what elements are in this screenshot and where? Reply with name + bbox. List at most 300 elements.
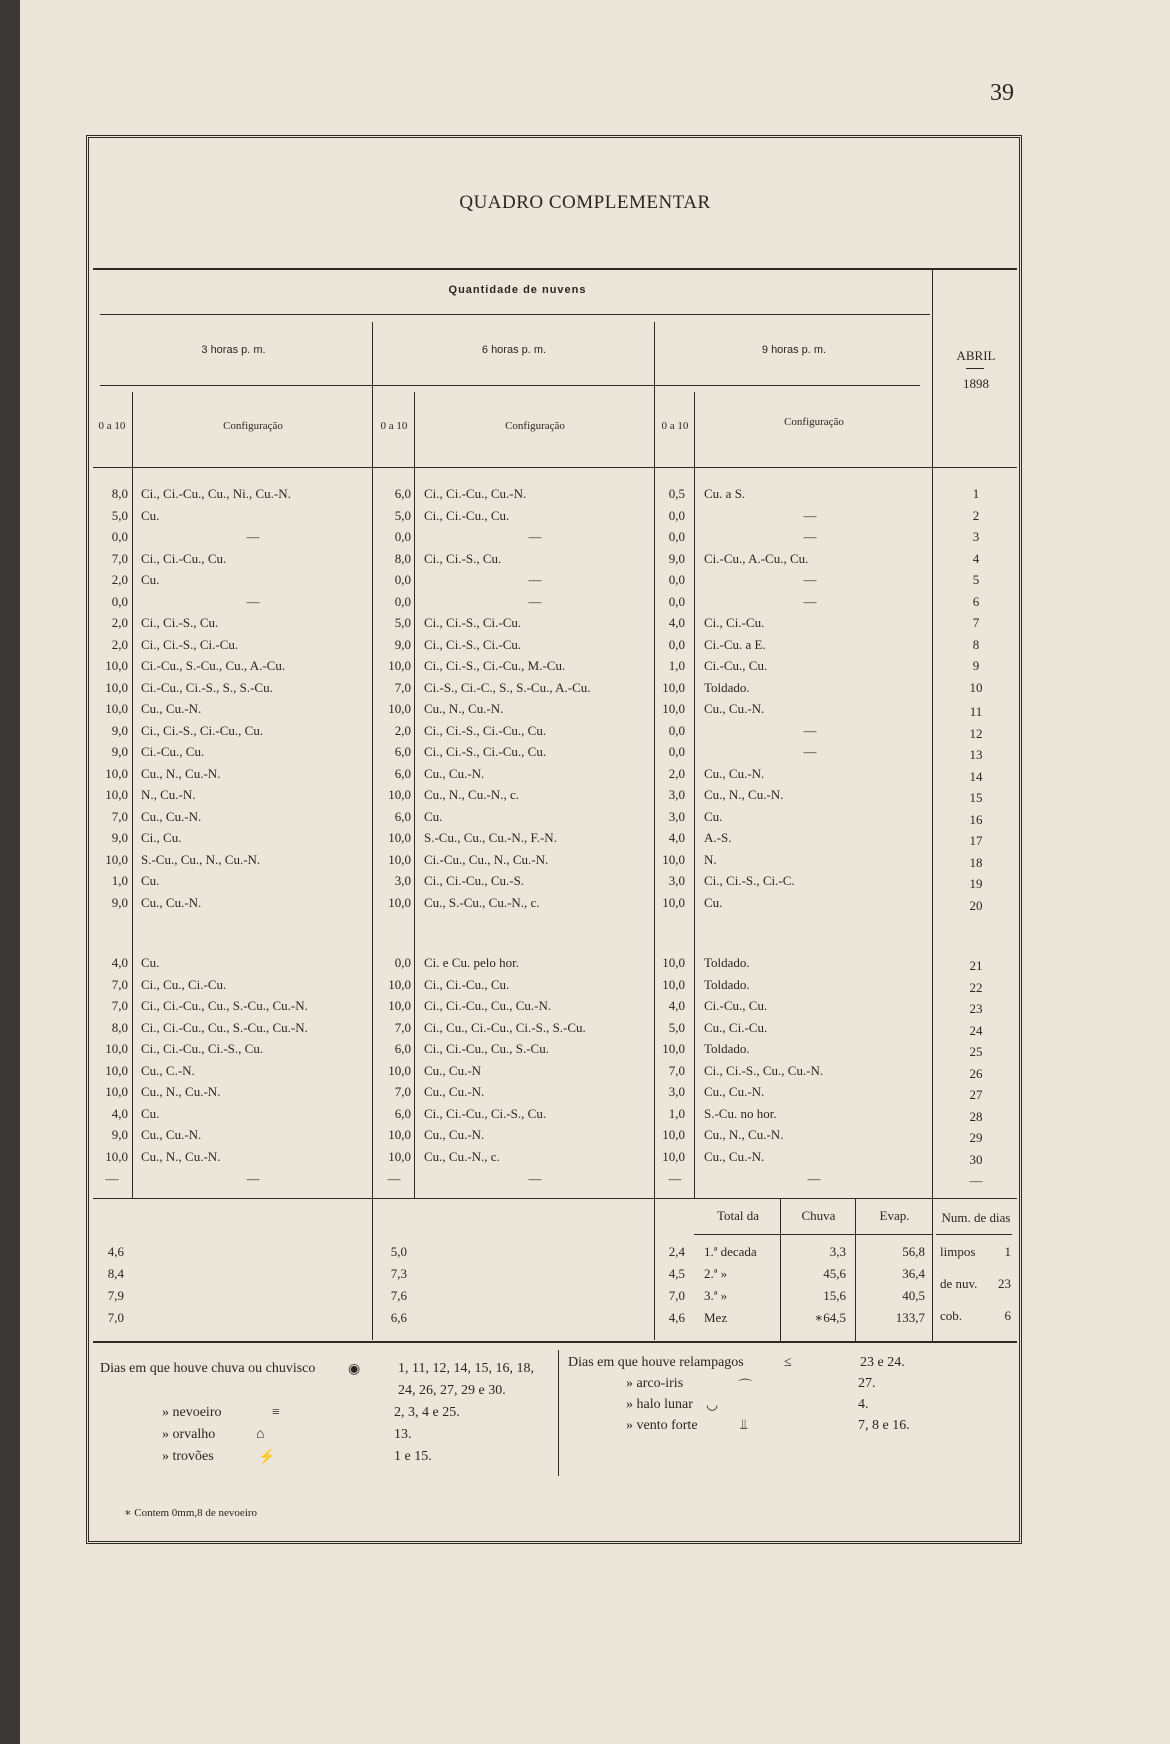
scale-6pm: 7,0 [394, 1084, 411, 1099]
day-number: 1 [972, 486, 980, 501]
scale-9pm: 4,0 [668, 998, 685, 1013]
config-9pm: Cu., Cu.-N. [704, 1148, 765, 1164]
scale-3pm: 10,0 [105, 1041, 128, 1056]
weather-symbol-icon: ⌂ [256, 1427, 265, 1442]
scale-6pm: 7,0 [394, 1019, 411, 1035]
config-6pm: Ci., Ci.-Cu., Cu. [424, 507, 510, 523]
page-title: QUADRO COMPLEMENTAR [459, 192, 711, 213]
config-6pm: Cu. [424, 808, 443, 824]
scale-3pm: 10,0 [105, 1062, 128, 1078]
config-9pm: Cu., N., Cu.-N. [704, 787, 784, 802]
dias-header: Num. de dias [941, 1210, 1011, 1225]
config-6pm: S.-Cu., Cu., Cu.-N., F.-N. [424, 830, 557, 845]
scale-9pm: 10,0 [662, 701, 685, 716]
config-6pm: Ci. e Cu. pelo hor. [424, 955, 519, 970]
config-6pm: Ci., Ci.-Cu., Ci.-S., Cu. [424, 1105, 547, 1121]
day-number: 9 [972, 658, 980, 673]
divider-chuva [780, 1198, 781, 1341]
scale-3pm: 10,0 [105, 765, 128, 781]
config-3pm: S.-Cu., Cu., N., Cu.-N. [141, 851, 261, 867]
scale-9pm: 10,0 [662, 955, 685, 970]
config-9pm: — [803, 744, 817, 759]
scale-6pm: 2,0 [394, 722, 411, 738]
config-9pm: Cu., Cu.-N. [704, 765, 765, 781]
weather-symbol-icon: ≤ [784, 1355, 792, 1370]
day-number: 8 [972, 636, 980, 652]
config-6pm: Cu., Cu.-N., c. [424, 1148, 500, 1164]
config-9pm: Ci., Ci.-S., Ci.-C. [704, 873, 795, 888]
scale-9pm: 10,0 [662, 1127, 685, 1142]
config-6pm: Ci., Ci.-S., Ci.-Cu. [424, 636, 522, 652]
scale-3pm: 4,0 [111, 955, 128, 970]
config-6pm: Ci., Ci.-Cu., Cu.-S. [424, 873, 525, 888]
weather-symbol-icon: ⚡ [258, 1450, 276, 1465]
scale-3pm: 2,0 [111, 572, 128, 587]
footer-days: 23 e 24. [860, 1355, 905, 1370]
config-3pm: Cu. [141, 572, 160, 587]
config-9pm: Cu., Cu.-N. [704, 701, 765, 716]
day-number: 19 [969, 876, 983, 891]
divider-3-6 [372, 322, 373, 1340]
scale-9pm: 3,0 [668, 808, 685, 824]
config-9pm: Toldado. [704, 955, 750, 970]
avg-3pm: 7,0 [107, 1310, 124, 1325]
footer-days: 13. [394, 1427, 412, 1442]
scale-3pm: 9,0 [111, 722, 128, 738]
scale-3pm: 9,0 [111, 894, 128, 910]
weather-symbol-icon: ◡ [706, 1398, 719, 1413]
dias-value: 6 [1004, 1308, 1011, 1323]
scale-9pm: 10,0 [662, 976, 685, 992]
config-3pm: Cu. [141, 1105, 160, 1121]
weather-symbol-icon: ⌒ [738, 1380, 752, 1395]
scale-9pm: 7,0 [668, 1062, 685, 1078]
footer-label: » halo lunar [626, 1397, 693, 1412]
scale-6pm: 0,0 [394, 529, 411, 544]
day-number: 14 [969, 768, 983, 784]
avg-6pm: 6,6 [390, 1310, 407, 1325]
config-9pm: — [803, 593, 817, 609]
divider-scale-9 [694, 392, 695, 1198]
weather-symbol-icon: ◉ [348, 1362, 361, 1377]
end-dash: — [807, 1171, 821, 1186]
scale-9pm: 5,0 [668, 1019, 685, 1035]
period-label: 2.ª » [704, 1266, 728, 1281]
scale-6pm: 6,0 [394, 808, 411, 824]
chuva-value: 15,6 [823, 1288, 846, 1303]
config-9pm: Ci.-Cu., Cu. [704, 658, 768, 673]
day-number: 26 [969, 1065, 983, 1081]
day-number: 24 [969, 1022, 983, 1038]
day-number: 21 [969, 958, 983, 973]
config-6pm: — [528, 529, 542, 544]
config-3pm: Ci., Ci.-Cu., Ci.-S., Cu. [141, 1041, 264, 1056]
divider-9-day [932, 270, 933, 1341]
scale-3pm: 0,0 [111, 529, 128, 544]
config-6pm: Ci., Ci.-S., Ci.-Cu. [424, 615, 522, 630]
chuva-header: Chuva [801, 1208, 836, 1223]
scale-3pm: 9,0 [111, 744, 128, 759]
config-9pm: N. [704, 851, 717, 867]
dias-header-rule [936, 1234, 1012, 1235]
scale-6pm: 6,0 [394, 744, 411, 759]
scale-6pm: 6,0 [394, 486, 411, 501]
footer-days: 2, 3, 4 e 25. [394, 1405, 460, 1420]
title-rule [93, 268, 1017, 270]
day-number: 6 [972, 593, 980, 609]
scale-6pm: 10,0 [388, 658, 411, 673]
scale-9pm: 0,5 [668, 486, 685, 501]
config-9pm: Ci.-Cu., Cu. [704, 998, 768, 1013]
period-header-6pm: 6 horas p. m. [481, 344, 547, 356]
config-6pm: Ci., Ci.-S., Ci.-Cu., Cu. [424, 744, 547, 759]
scale-3pm: 4,0 [111, 1105, 128, 1121]
config-3pm: Cu. [141, 507, 160, 523]
config-6pm: Ci., Cu., Ci.-Cu., Ci.-S., S.-Cu. [424, 1019, 586, 1035]
config-3pm: Cu., Cu.-N. [141, 701, 202, 716]
end-dash: — [105, 1171, 119, 1186]
dias-value: 1 [1004, 1244, 1011, 1259]
group-rule [100, 314, 930, 315]
avg-3pm: 7,9 [107, 1288, 124, 1303]
scale-3pm: 7,0 [111, 808, 128, 824]
day-number: 11 [969, 704, 983, 719]
scale-3pm: 7,0 [111, 550, 128, 566]
scale-9pm: 0,0 [668, 507, 685, 523]
scale-9pm: 3,0 [668, 1084, 685, 1099]
scale-3pm: 0,0 [111, 593, 128, 609]
dias-label: limpos [940, 1244, 976, 1259]
config-6pm: Ci.-Cu., Cu., N., Cu.-N. [424, 851, 549, 867]
day-number: 20 [969, 897, 983, 913]
scale-3pm: 5,0 [111, 507, 128, 523]
chuva-value: 3,3 [829, 1244, 846, 1259]
config-3pm: Ci., Ci.-Cu., Cu. [141, 550, 227, 566]
config-3pm: Cu., Cu.-N. [141, 894, 202, 910]
config-9pm: Ci., Ci.-S., Cu., Cu.-N. [704, 1062, 824, 1078]
end-dash: — [528, 1171, 542, 1186]
footer-label: » nevoeiro [162, 1405, 222, 1420]
scale-6pm: 0,0 [394, 593, 411, 609]
scale-6pm: 8,0 [394, 550, 411, 566]
scale-3pm: 10,0 [105, 1084, 128, 1099]
day-number: 3 [972, 529, 980, 544]
avg-9pm: 4,6 [668, 1310, 685, 1325]
avg-6pm: 7,3 [390, 1266, 407, 1281]
config-9pm: Cu., Ci.-Cu. [704, 1019, 768, 1035]
avg-3pm: 8,4 [107, 1266, 124, 1281]
scale-label-9pm: 0 a 10 [661, 420, 689, 432]
config-9pm: Toldado. [704, 1041, 750, 1056]
page-number: 39 [990, 80, 1014, 106]
config-3pm: — [246, 529, 260, 544]
scale-6pm: 6,0 [394, 1041, 411, 1056]
scale-6pm: 6,0 [394, 1105, 411, 1121]
weather-symbol-icon: ≡ [272, 1405, 280, 1420]
dias-label: cob. [940, 1308, 963, 1323]
config-3pm: Ci., Ci.-Cu., Cu., S.-Cu., Cu.-N. [141, 998, 308, 1013]
period-label: Mez [704, 1310, 728, 1325]
footer-days: 1, 11, 12, 14, 15, 16, 18, [398, 1361, 534, 1376]
period-label: 1.ª decada [704, 1244, 757, 1259]
period-header-9pm: 9 horas p. m. [761, 344, 827, 356]
scale-3pm: 10,0 [105, 701, 128, 716]
config-3pm: Cu., Cu.-N. [141, 1127, 202, 1142]
day-number: 10 [969, 679, 983, 695]
scale-9pm: 10,0 [662, 679, 685, 695]
config-3pm: Ci.-Cu., Cu. [141, 744, 205, 759]
scale-6pm: 10,0 [388, 1127, 411, 1142]
config-9pm: Ci.-Cu., A.-Cu., Cu. [704, 550, 809, 566]
config-6pm: Cu., Cu.-N. [424, 1084, 485, 1099]
scale-3pm: 7,0 [111, 976, 128, 992]
config-9pm: — [803, 722, 817, 738]
config-6pm: Ci., Ci.-S., Cu. [424, 550, 502, 566]
evap-value: 36,4 [902, 1266, 925, 1281]
scale-label-6pm: 0 a 10 [380, 420, 408, 432]
scale-9pm: 10,0 [662, 1041, 685, 1056]
scale-9pm: 0,0 [668, 593, 685, 609]
footer-label: Dias em que houve relampagos [568, 1355, 744, 1370]
config-9pm: Ci.-Cu. a E. [704, 636, 766, 652]
scale-3pm: 7,0 [111, 998, 128, 1013]
config-6pm: Cu., N., Cu.-N. [424, 701, 504, 716]
end-dash: — [246, 1171, 260, 1186]
scale-6pm: 0,0 [394, 955, 411, 970]
config-9pm: S.-Cu. no hor. [704, 1105, 777, 1121]
scale-3pm: 9,0 [111, 830, 128, 845]
day-number: 13 [969, 747, 983, 762]
config-9pm: — [803, 507, 817, 523]
period-label: 3.ª » [704, 1288, 728, 1303]
weather-symbol-icon: ⫫ [740, 1418, 748, 1433]
period-header-3pm: 3 horas p. m. [201, 344, 266, 356]
config-6pm: Ci., Ci.-S., Ci.-Cu., Cu. [424, 722, 547, 738]
avg-6pm: 7,6 [390, 1288, 407, 1303]
scale-9pm: 0,0 [668, 744, 685, 759]
config-9pm: Toldado. [704, 976, 750, 992]
day-number: 28 [969, 1108, 983, 1124]
scale-6pm: 0,0 [394, 572, 411, 587]
end-dash: — [387, 1171, 401, 1186]
config-6pm: Cu., Cu.-N [424, 1062, 482, 1078]
month-label: ABRIL [956, 348, 996, 363]
scale-9pm: 0,0 [668, 529, 685, 544]
scale-3pm: 10,0 [105, 679, 128, 695]
day-number: 22 [969, 979, 983, 995]
config-9pm: Cu. [704, 894, 723, 910]
config-9pm: — [803, 529, 817, 544]
footer-label: » arco-iris [626, 1376, 684, 1391]
config-9pm: Cu., Cu.-N. [704, 1084, 765, 1099]
scale-3pm: 1,0 [111, 873, 128, 888]
footer-days: 1 e 15. [394, 1449, 432, 1464]
total-header: Total da [716, 1208, 760, 1223]
scale-6pm: 10,0 [388, 787, 411, 802]
config-3pm: Cu., N., Cu.-N. [141, 765, 221, 781]
day-number: 29 [969, 1130, 983, 1145]
scale-6pm: 10,0 [388, 894, 411, 910]
config-9pm: A.-S. [704, 830, 732, 845]
footer-label: Dias em que houve chuva ou chuvisco [100, 1361, 316, 1376]
config-3pm: Cu., N., Cu.-N. [141, 1148, 221, 1164]
scale-3pm: 2,0 [111, 636, 128, 652]
scale-9pm: 9,0 [668, 550, 685, 566]
config-3pm: Cu., C.-N. [141, 1062, 195, 1078]
scale-3pm: 8,0 [111, 1019, 128, 1035]
config-9pm: Cu. [704, 808, 723, 824]
scale-3pm: 10,0 [105, 1148, 128, 1164]
config-3pm: Cu. [141, 955, 160, 970]
day-number: 23 [969, 1001, 983, 1016]
scale-6pm: 10,0 [388, 998, 411, 1013]
config-6pm: Ci., Ci.-S., Ci.-Cu., M.-Cu. [424, 658, 566, 673]
summary-header-rule [694, 1234, 932, 1235]
config-9pm: — [803, 572, 817, 587]
scale-3pm: 10,0 [105, 658, 128, 673]
config-6pm: Ci., Ci.-Cu., Cu., S.-Cu. [424, 1041, 549, 1056]
scale-6pm: 10,0 [388, 1062, 411, 1078]
summary-rule [93, 1341, 1017, 1343]
day-number: 2 [972, 507, 980, 523]
footer-days: 7, 8 e 16. [858, 1418, 910, 1433]
footer-label: » orvalho [162, 1427, 216, 1442]
divider-scale-6 [414, 392, 415, 1198]
day-number: 16 [969, 811, 983, 827]
config-3pm: Ci., Cu. [141, 830, 182, 845]
config-3pm: Cu., Cu.-N. [141, 808, 202, 824]
config-3pm: Cu. [141, 873, 160, 888]
day-number: 4 [972, 550, 980, 566]
config-9pm: Cu. a S. [704, 486, 746, 501]
config-3pm: Cu., N., Cu.-N. [141, 1084, 221, 1099]
scale-9pm: 10,0 [662, 894, 685, 910]
config-6pm: Cu., N., Cu.-N., c. [424, 787, 519, 802]
config-3pm: Ci.-Cu., S.-Cu., Cu., A.-Cu. [141, 658, 286, 673]
footer-days: 24, 26, 27, 29 e 30. [398, 1383, 506, 1398]
scale-3pm: 10,0 [105, 851, 128, 867]
footnote: ∗ Contem 0mm,8 de nevoeiro [124, 1507, 258, 1519]
avg-9pm: 7,0 [668, 1288, 685, 1303]
scale-6pm: 10,0 [388, 830, 411, 845]
config-6pm: Ci., Ci.-Cu., Cu., Cu.-N. [424, 998, 552, 1013]
evap-value: 56,8 [902, 1244, 925, 1259]
chuva-value: ∗64,5 [814, 1310, 846, 1325]
scale-9pm: 0,0 [668, 722, 685, 738]
day-number: 30 [969, 1151, 983, 1167]
config-label-3pm: Configuração [223, 420, 283, 432]
scale-6pm: 3,0 [394, 873, 411, 888]
scale-6pm: 10,0 [388, 851, 411, 867]
config-3pm: Ci., Ci.-S., Ci.-Cu., Cu. [141, 722, 264, 738]
period-rule [100, 385, 920, 386]
config-3pm: Ci.-Cu., Ci.-S., S., S.-Cu. [141, 679, 273, 695]
scale-3pm: 10,0 [105, 787, 128, 802]
dias-value: 23 [998, 1276, 1011, 1291]
dias-label: de nuv. [940, 1276, 978, 1291]
scale-9pm: 3,0 [668, 787, 685, 802]
evap-value: 40,5 [902, 1288, 925, 1303]
scale-6pm: 7,0 [394, 679, 411, 695]
divider-evap [855, 1198, 856, 1341]
scale-9pm: 3,0 [668, 873, 685, 888]
scale-3pm: 8,0 [111, 486, 128, 501]
end-dash: — [668, 1171, 682, 1186]
footer-days: 4. [858, 1397, 869, 1412]
config-3pm: Ci., Cu., Ci.-Cu. [141, 976, 227, 992]
config-3pm: Ci., Ci.-Cu., Cu., Ni., Cu.-N. [141, 486, 291, 501]
scale-9pm: 2,0 [668, 765, 685, 781]
config-6pm: Ci.-S., Ci.-C., S., S.-Cu., A.-Cu. [424, 679, 591, 695]
scale-6pm: 6,0 [394, 765, 411, 781]
header-rule [93, 467, 1017, 468]
evap-header: Evap. [879, 1208, 910, 1223]
scale-6pm: 10,0 [388, 1148, 411, 1164]
footer-days: 27. [858, 1376, 876, 1391]
scale-9pm: 1,0 [668, 1105, 685, 1121]
body-rule [93, 1198, 1017, 1199]
day-number: 5 [972, 572, 980, 587]
config-6pm: Ci., Ci.-Cu., Cu.-N. [424, 486, 527, 501]
month-year-rule [966, 368, 984, 369]
scale-6pm: 5,0 [394, 615, 411, 630]
divider-6-9 [654, 322, 655, 1340]
scale-9pm: 10,0 [662, 1148, 685, 1164]
footer-divider [558, 1350, 559, 1476]
scale-3pm: 9,0 [111, 1127, 128, 1142]
day-number: 12 [969, 725, 983, 741]
avg-9pm: 4,5 [668, 1266, 685, 1281]
config-3pm: Ci., Ci.-S., Cu. [141, 615, 219, 630]
day-number: 25 [969, 1044, 983, 1059]
scale-9pm: 4,0 [668, 830, 685, 845]
config-3pm: N., Cu.-N. [141, 787, 196, 802]
scale-6pm: 9,0 [394, 636, 411, 652]
config-6pm: Cu., Cu.-N. [424, 1127, 485, 1142]
divider-scale-3 [132, 392, 133, 1198]
scale-label-3pm: 0 a 10 [98, 420, 126, 432]
scale-9pm: 4,0 [668, 615, 685, 630]
config-3pm: — [246, 593, 260, 609]
footer-label: » trovões [162, 1449, 214, 1464]
avg-9pm: 2,4 [668, 1244, 685, 1259]
scale-9pm: 0,0 [668, 636, 685, 652]
config-9pm: Cu., N., Cu.-N. [704, 1127, 784, 1142]
year-label: 1898 [963, 376, 989, 391]
day-number: 17 [969, 833, 983, 848]
scale-6pm: 10,0 [388, 976, 411, 992]
day-number: 15 [969, 790, 983, 805]
day-number: 7 [972, 615, 980, 630]
end-dash: — [969, 1173, 983, 1188]
scale-3pm: 2,0 [111, 615, 128, 630]
config-6pm: Ci., Ci.-Cu., Cu. [424, 976, 510, 992]
scale-6pm: 10,0 [388, 701, 411, 716]
config-3pm: Ci., Ci.-Cu., Cu., S.-Cu., Cu.-N. [141, 1019, 308, 1035]
avg-6pm: 5,0 [390, 1244, 407, 1259]
config-6pm: Cu., S.-Cu., Cu.-N., c. [424, 894, 540, 910]
group-header: Quantidade de nuvens [448, 284, 587, 296]
config-9pm: Toldado. [704, 679, 750, 695]
config-6pm: Cu., Cu.-N. [424, 765, 485, 781]
config-6pm: — [528, 593, 542, 609]
footer-label: » vento forte [626, 1418, 698, 1433]
chuva-value: 45,6 [823, 1266, 846, 1281]
scale-9pm: 1,0 [668, 658, 685, 673]
config-9pm: Ci., Ci.-Cu. [704, 615, 765, 630]
day-number: 27 [969, 1087, 983, 1102]
config-3pm: Ci., Ci.-S., Ci.-Cu. [141, 636, 239, 652]
